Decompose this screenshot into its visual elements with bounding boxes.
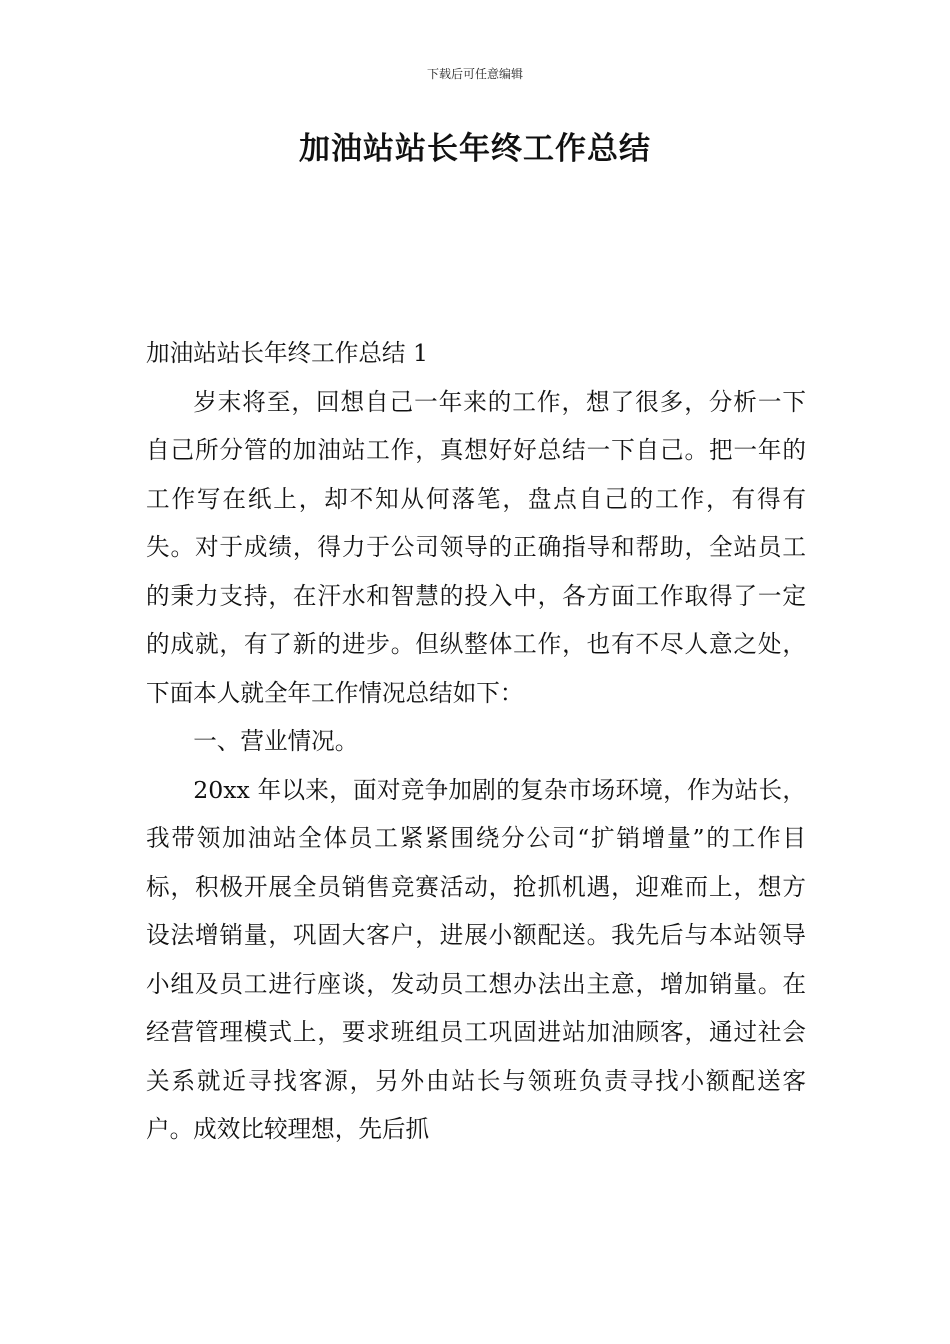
- section-subtitle: 加油站站长年终工作总结 1: [146, 339, 429, 367]
- paragraph-business: 20xx 年以来，面对竞争加剧的复杂市场环境，作为站长，我带领加油站全体员工紧紧围绕分公司“扩销增量”的工作目标，积极开展全员销售竞赛活动，抢抓机遇，迎难而上，想方设法增销量，巩固大客户，进展小额配送。我先后与本站领导小组及员工进行座谈，发动员工想办法出主意，增加销量。在经营管理模式上，要求班组员工巩固进站加油顾客，通过社会关系就近寻找客源，另外由站长与领班负责寻找小额配送客户。成效比较理想，先后抓: [146, 775, 806, 1143]
- paragraph-intro: 岁末将至，回想自己一年来的工作，想了很多，分析一下自己所分管的加油站工作，真想好好总结一下自己。把一年的工作写在纸上，却不知从何落笔，盘点自己的工作，有得有失。对于成绩，得力于公司领导的正确指导和帮助，全站员工的秉力支持，在汗水和智慧的投入中，各方面工作取得了一定的成就，有了新的进步。但纵整体工作，也有不尽人意之处，下面本人就全年工作情况总结如下：: [146, 387, 806, 707]
- header-note: 下载后可任意编辑: [426, 67, 523, 81]
- document-title: 加油站站长年终工作总结: [299, 131, 651, 167]
- section-heading-business: 一、营业情况。: [193, 727, 359, 755]
- document-body: [146, 329, 806, 1154]
